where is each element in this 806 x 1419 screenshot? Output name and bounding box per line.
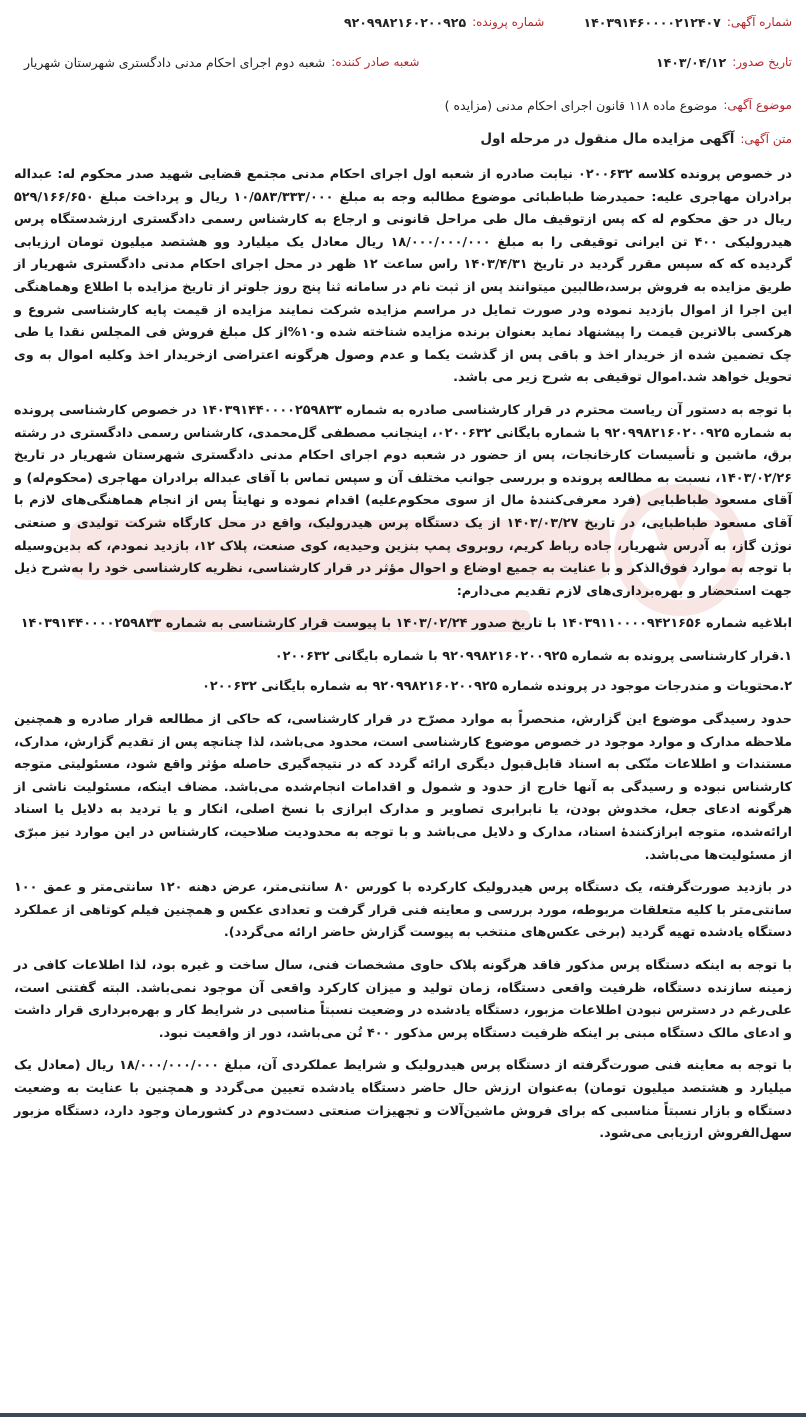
issuer-field — [24, 55, 419, 70]
paragraph-notification: ابلاغیه شماره ۱۴۰۳۹۱۱۰۰۰۰۹۴۲۱۶۵۶ با تاریخ صدور ۱۴۰۳/۰۲/۲۴ با پیوست قرار کارشناسی به شماره ۱۴۰۳۹۱۴۴۰۰۰۰۲۵۹۸۳۳ — [20, 616, 792, 632]
subject-label: موضوع آگهی: — [723, 98, 792, 112]
notice-text-value: آگهی مزایده مال منقول در مرحله اول — [480, 131, 735, 147]
case-number-field — [344, 15, 544, 30]
case-number-label: شماره پرونده: — [472, 15, 545, 29]
issue-date-field — [572, 55, 792, 70]
paragraph-valuation: با توجه به معاینه فنی صورت‌گرفته از دستگاه پرس هیدرولیک و شرایط عملکردی آن، مبلغ ۱۸/۰۰۰/۰۰۰/۰۰۰ ریال (معادل یک میلیارد و هشتصد میلیون تومان) به‌عنوان ارزش حال حاضر دستگاه یادشده تعیین می‌گردد و همچنین با عنایت به وضعیت دستگاه و بازار نسبتاً مناسبی که برای فروش ماشین‌آلات و تجهیزات صنعتی دست‌دوم در کشورمان وجود دارد، دستگاه مزبور سهل‌الفروش ارزیابی می‌شود. — [14, 1058, 792, 1142]
header-row-2 — [14, 50, 792, 74]
paragraph-item-1: ۱.قرار کارشناسی پرونده به شماره ۹۲۰۹۹۸۲۱۶۰۲۰۰۹۲۵ با شماره بایگانی ۰۲۰۰۶۳۲ — [274, 648, 792, 664]
paragraph-expert-intro: با توجه به دستور آن ریاست محترم در قرار کارشناسی صادره به شماره ۱۴۰۳۹۱۴۴۰۰۰۰۲۵۹۸۳۳ در خصوص کارشناسی پرونده به شماره ۹۲۰۹۹۸۲۱۶۰۲۰۰۹۲۵ با شماره بایگانی ۰۲۰۰۶۳۲، اینجانب مصطفی گل‌محمدی، کارشناس رسمی دادگستری در رشته برق، ماشین و تأسیسات کارخانجات، پس از حضور در شعبه دوم اجرای احکام مدنی دادگستری شهرستان شهریار در تاریخ ۱۴۰۳/۰۲/۲۶، نسبت به مطالعه پرونده و بررسی جوانب مختلف آن و سپس تماس با آقای عبداله برادران مهاجری (محکوم‌له) و آقای مسعود طباطبایی (فرد معرفی‌کنندهٔ مال از سوی محکوم‌علیه) اقدام نموده و نهایتاً پس از انجام هماهنگی‌های لازم با آقای مسعود طباطبایی، در تاریخ ۱۴۰۳/۰۳/۲۷ از یک دستگاه پرس هیدرولیک، واقع در محل کارگاه شرکت تولیدی و صنعتی نوژن گاز، به آدرس شهریار، جاده رباط کریم، روبروی پمپ بنزین وحیدیه، کوی صنعت، پلاک ۱۲، بازدید نمودم، که بدین‌وسیله با توجه به موارد فوق‌الذکر و با عنایت به جمیع اوضاع و احوال مؤثر در قرار کارشناسی، نظریه کارشناسی خود را به‌شرح ذیل جهت استحضار و بهره‌برداری‌های لازم تقدیم می‌دارم: — [14, 402, 793, 599]
paragraph-item-2: ۲.محتویات و مندرجات موجود در پرونده شماره ۹۲۰۹۹۸۲۱۶۰۲۰۰۹۲۵ به شماره بایگانی ۰۲۰۰۶۳۲ — [202, 679, 792, 695]
subject-field — [14, 94, 792, 116]
notice-number: ۱۴۰۳۹۱۴۶۰۰۰۰۲۱۲۴۰۷ — [583, 14, 721, 30]
notice-body — [14, 164, 792, 1146]
header-row-1 — [14, 10, 792, 34]
notice-number-label: شماره آگهی: — [726, 15, 792, 29]
issue-date-label: تاریخ صدور: — [732, 55, 792, 69]
subject-value: موضوع ماده ۱۱۸ قانون اجرای احکام مدنی (مزایده ) — [444, 97, 718, 113]
notice-text-field — [14, 128, 792, 150]
bottom-divider — [0, 1413, 806, 1417]
notice-text-label: متن آگهی: — [740, 132, 792, 146]
notice-number-field — [572, 15, 792, 30]
paragraph-scope: حدود رسیدگی موضوع این گزارش، منحصراً به موارد مصرّح در قرار کارشناسی، که حاکی از مطالعه قرار صادره و همچنین ملاحظه مدارک و موارد موجود در خصوص موضوع کارشناسی است، محدود می‌باشد، لذا چنانچه پس از تقدیم گزارش، مدارک، مستندات و اطلاعات متّکی به اسناد قابل‌قبول دیگری ارائه گردد که در نتیجه‌گیری حاصله مؤثر واقع شود، مسئولیتی متوجه کارشناس نبوده و رسیدگی به آنها خارج از حدود و شمول و اقدامات انجام‌شده می‌باشد. مضاف اینکه، مسئولیت ناشی از هرگونه ادعای جعل، مخدوش بودن، یا نابرابری تصاویر و مدارک ابرازی با نسخ اصلی، انکار و یا تردید به دلایل یا اسناد ارائه‌شده، متوجه ابرازکنندهٔ اسناد، مدارک و دلایل می‌باشد و با توجه به محدودیت صلاحیت، کارشناس در این موارد نیز مبرّی از مسئولیت‌ها می‌باشد. — [14, 712, 792, 863]
paragraph-nameplate: با توجه به اینکه دستگاه پرس مذکور فاقد هرگونه پلاک حاوی مشخصات فنی، سال ساخت و غیره بود، لذا اطلاعات کافی در زمینه سازنده دستگاه، ظرفیت واقعی دستگاه، زمان تولید و میزان کارکرد واقعی آن موجود نمی‌باشد. البته گفتنی است، علی‌رغم در دسترس نبودن اطلاعات مزبور، دستگاه یادشده در وضعیت نسبتاً مناسبی در شرایط کار و بهره‌برداری قرار داشت و ادعای مالک دستگاه مبنی بر اینکه ظرفیت دستگاه پرس مذکور ۴۰۰ تُن می‌باشد، دور از واقعیت نبود. — [14, 958, 792, 1041]
case-number: ۹۲۰۹۹۸۲۱۶۰۲۰۰۹۲۵ — [344, 14, 467, 30]
paragraph-inspection: در بازدید صورت‌گرفته، یک دستگاه پرس هیدرولیک کارکرده با کورس ۸۰ سانتی‌متر، عرض دهنه ۱۲۰ سانتی‌متر و عمق ۱۰۰ سانتی‌متر با کلیه متعلقات مربوطه، مورد بررسی و معاینه فنی قرار گرفت و تعدادی عکس و همچنین فیلم کوتاهی از عملکرد دستگاه یادشده تهیه گردید (برخی عکس‌های منتخب به پیوست گزارش حاضر ارائه می‌گردد). — [14, 880, 793, 941]
issuer-label: شعبه صادر کننده: — [331, 55, 420, 69]
issue-date: ۱۴۰۳/۰۴/۱۲ — [656, 54, 727, 70]
paragraph-auction-terms: در خصوص پرونده کلاسه ۰۲۰۰۶۳۲ نیابت صادره از شعبه اول اجرای احکام مدنی مجتمع قضایی شهید صدر محکوم له: عبداله برادران مهاجری علیه: حمیدرضا طباطبائی موضوع مطالبه وجه به مبلغ ۱۰/۵۸۳/۳۳۳/۰۰۰ ریال و پرداخت مبلغ ۵۲۹/۱۶۶/۶۵۰ ریال در حق محکوم له که پس ازتوقیف مال طی مراحل قانونی و ارجاع به کارشناس رسمی دادگستری ارزشدستگاه پرس هیدرولیکی ۴۰۰ تن ایرانی توقیفی را به مبلغ ۱۸/۰۰۰/۰۰۰/۰۰۰ ریال معادل یک میلیارد وو هشتصد میلیون تومان ارزیابی گردیده که که سپس مقرر گردید در تاریخ ۱۴۰۳/۴/۳۱ راس ساعت ۱۲ ظهر در محل اجرای احکام مدنی دادگستری شهریار از طریق مزایده به فروش برسد،طالبین میتوانند پس از ثبت نام در سامانه ثنا پنج روز جلوتر از تاریخ مزایده با اطلاع وهماهنگی این اجرا از اموال بازدید نموده ودر صورت تمایل در مراسم مزایده شرکت نمایند مزایده از قیمت پایه کارشناسی شروع و هرکسی بالاترین قیمت را پیشنهاد نماید بعنوان برنده مزایده شناخته شده و۱۰%از کل مبلغ فروش فی المجلس نقدا یا طی چک تضمین شده از خریدار اخذ و باقی پس از گذشت یکما و عدم وصول هرگونه اعتراضی ازخریدار اخذ وکلیه اموال به وی تحویل خواهد شد.اموال توقیفی به شرح زیر می باشد. — [14, 167, 792, 386]
issuer: شعبه دوم اجرای احکام مدنی دادگستری شهرستان شهریار — [24, 54, 326, 70]
